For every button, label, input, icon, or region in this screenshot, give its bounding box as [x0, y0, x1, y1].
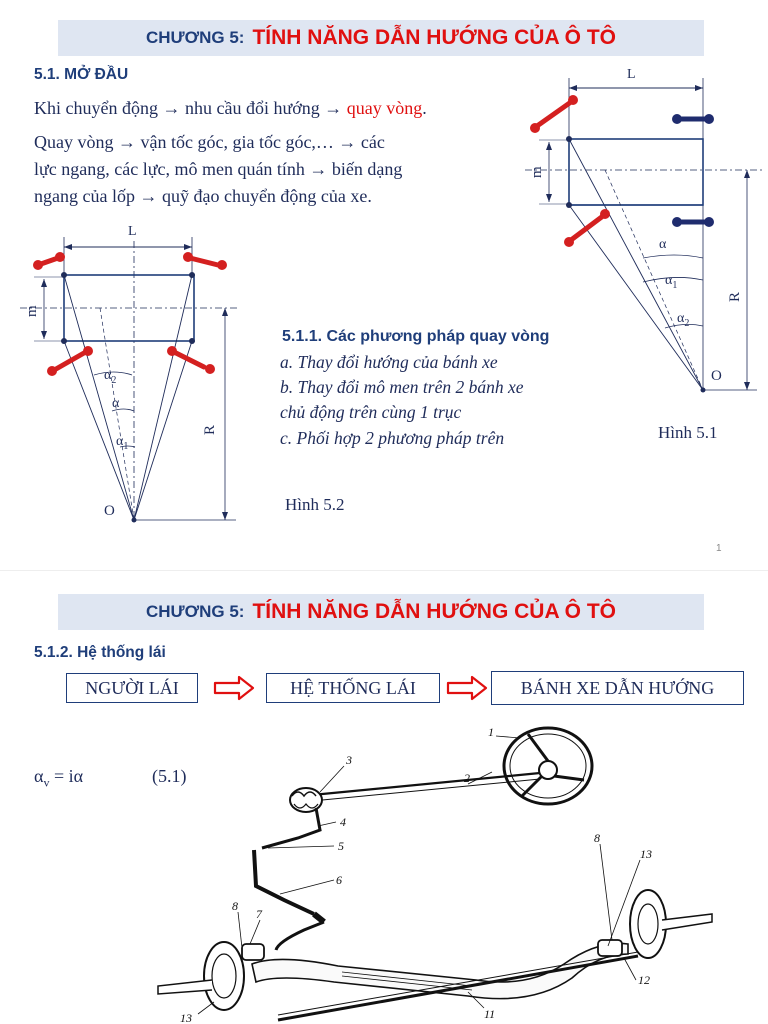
label-m: m: [24, 305, 40, 317]
equation-lhs: α: [34, 766, 44, 786]
label-alpha-fig1: α: [659, 237, 667, 252]
label-alpha2-fig1: $\alpha_2$: [677, 311, 690, 329]
wheel-front-left: [33, 252, 65, 270]
method-b-cont: chủ động trên cùng 1 trục: [280, 402, 462, 422]
page-number: 1: [716, 543, 722, 554]
wheel-front-right-fig1: [672, 114, 714, 124]
part-label-8-left: 8: [232, 899, 238, 913]
chapter-banner: [58, 20, 704, 56]
para-line-1: Quay vòng → vận tốc góc, gia tốc góc,… → các: [34, 132, 385, 152]
flow-box-driver: NGƯỜI LÁI: [66, 673, 198, 703]
section-heading: 5.1. MỞ ĐẦU: [34, 66, 129, 83]
chapter-prefix-2: CHƯƠNG 5:: [145, 602, 245, 621]
label-R-fig1: R: [727, 291, 743, 302]
part-label-4: 4: [340, 815, 346, 829]
part-label-5: 5: [338, 839, 344, 853]
subsection-heading: 5.1.1. Các phương pháp quay vòng: [282, 328, 550, 345]
chapter-banner-2: [58, 594, 704, 630]
part-label-6: 6: [336, 873, 342, 887]
chapter-prefix: CHƯƠNG 5:: [145, 28, 245, 47]
part-label-13-left: 13: [180, 1011, 192, 1024]
chapter-title: TÍNH NĂNG DẪN HƯỚNG CỦA Ô TÔ: [252, 26, 617, 49]
label-O: O: [104, 503, 115, 519]
equation-rhs: = iα: [49, 766, 84, 786]
part-label-12: 12: [638, 973, 650, 987]
flow-box-steering-system: HỆ THỐNG LÁI: [266, 673, 440, 703]
intro-text: Khi chuyển động → nhu cầu đổi hướng →: [34, 98, 347, 118]
slide-2: [0, 570, 768, 1024]
method-a: a. Thay đổi hướng của bánh xe: [280, 352, 498, 372]
part-label-2: 2: [464, 771, 470, 785]
wheel-front-left-fig1: [530, 95, 578, 133]
part-label-13-right: 13: [640, 847, 652, 861]
intro-line: [34, 98, 427, 119]
intro-end: .: [422, 98, 427, 118]
caption-figure-5-2: Hình 5.2: [285, 495, 345, 514]
wheel-rear-left: [47, 346, 93, 376]
figure-5-2-diagram: [20, 215, 250, 545]
label-O-fig1: O: [711, 368, 722, 384]
part-label-11: 11: [484, 1007, 496, 1021]
wheel-rear-right-fig1: [672, 217, 714, 227]
label-L: L: [128, 224, 137, 239]
chapter-title-2: TÍNH NĂNG DẪN HƯỚNG CỦA Ô TÔ: [252, 600, 617, 623]
part-label-1: 1: [488, 725, 494, 739]
flow-box-steered-wheel: BÁNH XE DẪN HƯỚNG: [491, 671, 744, 705]
label-alpha1-fig1: $\alpha_1$: [665, 273, 678, 291]
label-m-fig1: m: [529, 166, 545, 178]
figure-5-1-diagram: [525, 62, 765, 402]
steering-system-illustration: [128, 718, 728, 1024]
wheel-front-right: [183, 252, 227, 270]
label-alpha2: $\alpha_2$: [104, 368, 117, 386]
equation-number: (5.1): [152, 766, 187, 786]
part-label-3: 3: [346, 753, 352, 767]
method-c: c. Phối hợp 2 phương pháp trên: [280, 428, 505, 448]
para-line-2: lực ngang, các lực, mô men quán tính → biến dạng: [34, 159, 403, 179]
equation: [34, 766, 83, 791]
label-alpha1: $\alpha_1$: [116, 434, 129, 452]
arrow-right-icon: [213, 674, 257, 702]
part-label-8-right: 8: [594, 831, 600, 845]
intro-highlight: quay vòng: [346, 98, 423, 118]
method-b: b. Thay đổi mô men trên 2 bánh xe: [280, 377, 524, 397]
section-heading-2: 5.1.2. Hệ thống lái: [34, 644, 166, 661]
label-R: R: [202, 424, 218, 435]
wheel-rear-right: [167, 346, 215, 374]
wheel-rear-left-fig1: [564, 209, 610, 247]
part-label-7: 7: [256, 907, 262, 921]
label-alpha: α: [112, 396, 120, 411]
caption-figure-5-1: Hình 5.1: [658, 423, 718, 442]
para-line-3: ngang của lốp → quỹ đạo chuyển động của xe.: [34, 186, 372, 206]
equation-sub: v: [43, 775, 50, 790]
arrow-right-icon: [446, 674, 490, 702]
label-L-fig1: L: [627, 67, 636, 82]
